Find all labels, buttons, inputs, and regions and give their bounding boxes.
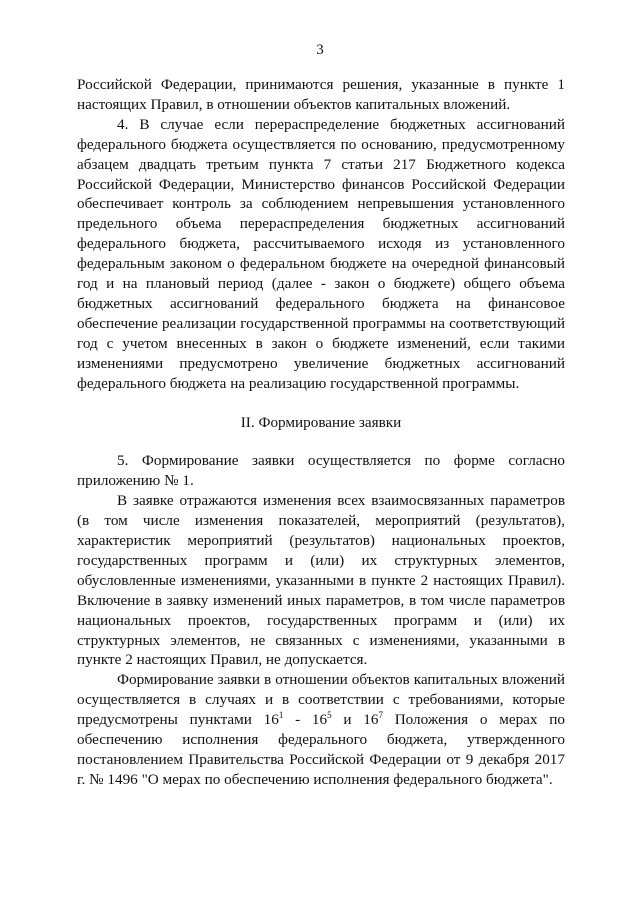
paragraph-5: 5. Формирование заявки осуществляется по форме согласно приложению № 1.: [77, 452, 565, 490]
paragraph-4: 4. В случае если перераспределение бюджетных ассигнований федерального бюджета осуществляется по основанию, предусмотренному абзацем двадцать третьим пункта 7 статьи 217 Бюджетного кодекса Российской Федерации, Министерство финансов Российской Федерации обеспечивает контроль за соблюдением непревышения установленного предельного объема перераспределения бюджетных ассигнований федерального бюджета, рассчитываемого исходя из установленного федеральным законом о федеральном бюджете на очередной финансовый год и на плановый период (далее - закон о бюджете) общего объема бюджетных ассигнований федерального бюджета на финансовое обеспечение реализации государственной программы на соответствующий год с учетом внесенных в закон о бюджете изменений, если такими изменениями предусмотрено увеличение бюджетных ассигнований федерального бюджета на реализацию государственной программы.: [77, 115, 565, 392]
superscript-2: 5: [327, 710, 332, 721]
paragraph-5-3-and: и 16: [331, 711, 379, 729]
section-heading: II. Формирование заявки: [240, 413, 402, 431]
paragraph-5-3-part-a: Формирование заявки в отношении объектов капитальных вложений осуществляется в случаях и в соответствии с требованиями, которые предусмотрены пунктами 16: [77, 671, 565, 729]
continuation-paragraph: Российской Федерации, принимаются решения, указанные в пункте 1 настоящих Правил, в отношении объектов капитальных вложений.: [77, 76, 565, 113]
paragraph-5-3-part-b: Положения о мерах по обеспечению исполнения федерального бюджета, утвержденного постановлением Правительства Российской Федерации от 9 декабря 2017 г. № 1496 "О мерах по обеспечению исполнения федерального бюджета".: [77, 711, 565, 788]
superscript-1: 1: [278, 710, 284, 721]
paragraph-5-3: [77, 670, 565, 789]
page-number: 3: [316, 42, 324, 58]
paragraph-5-3-dash: - 16: [283, 711, 328, 729]
document-body: [77, 75, 565, 790]
paragraph-5-2: В заявке отражаются изменения всех взаимосвязанных параметров (в том числе изменения показателей, мероприятий (результатов), характеристик мероприятий (результатов) национальных проектов, государственных программ и (или) их структурных элементов, обусловленные изменениями, указанными в пункте 2 настоящих Правил). Включение в заявку изменений иных параметров, в том числе параметров национальных проектов, государственных программ и (или) их структурных элементов, не связанных с изменениями, указанными в пункте 2 настоящих Правил, не допускается.: [77, 492, 565, 669]
superscript-3: 7: [378, 710, 383, 721]
